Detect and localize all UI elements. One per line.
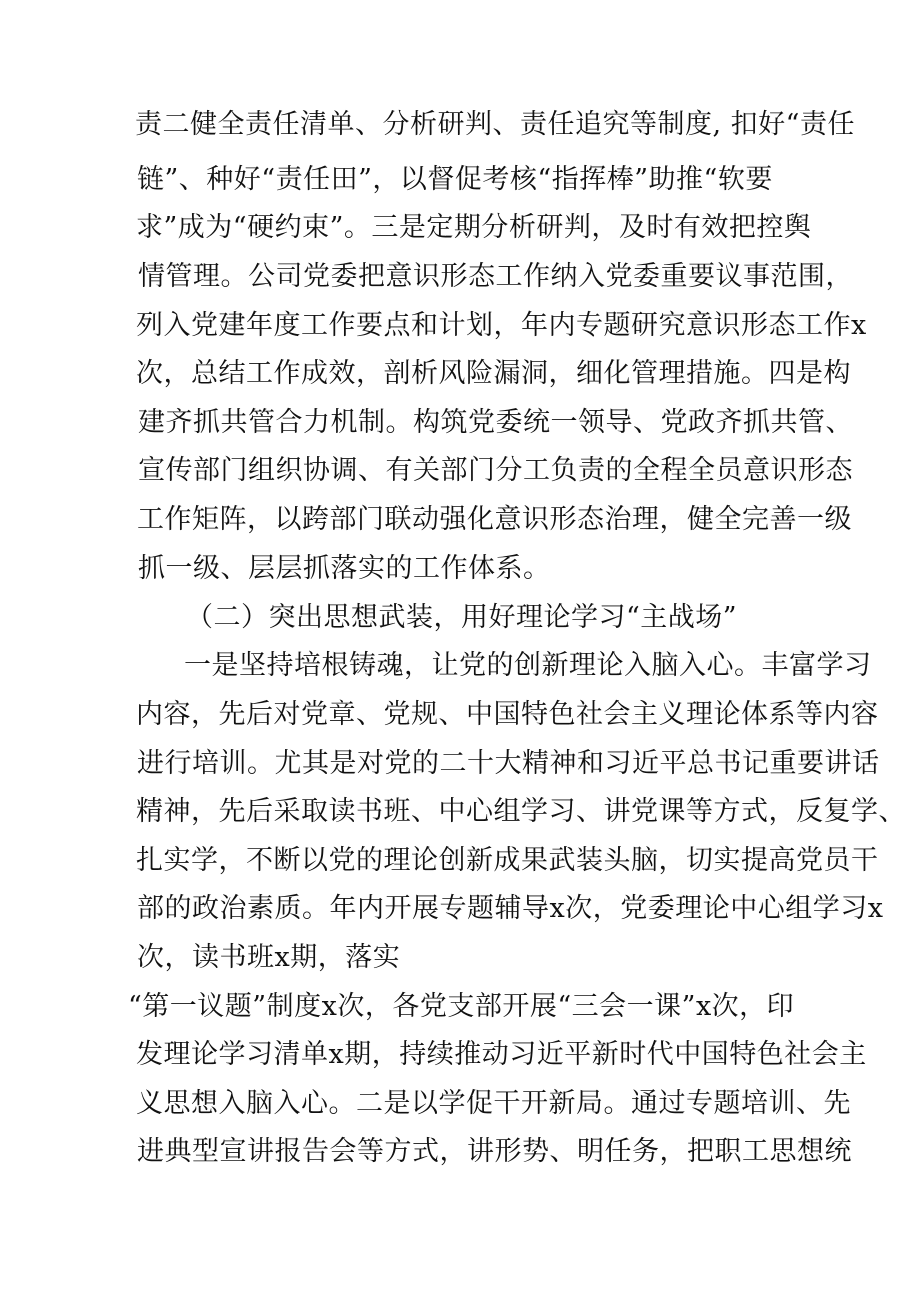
text-line: “第一议题”制度x次，各党支部开展“三会一课”x次，印 <box>128 991 795 1022</box>
section-heading: （二）突出思想武装，用好理论学习“主战场” <box>186 602 738 633</box>
text-line: 扎实学，不断以党的理论创新成果武装头脑，切实提高党员干 <box>136 845 879 876</box>
text-line: 链”、种好“责任田”，以督促考核“指挥棒”助推“软要 <box>137 164 773 195</box>
text-line: 精神，先后采取读书班、中心组学习、讲党课等方式，反复学、 <box>136 796 906 827</box>
text-line: 宣传部门组织协调、有关部门分工负责的全程全员意识形态 <box>138 455 853 486</box>
text-line: 一是坚持培根铸魂，让党的创新理论入脑入心。丰富学习 <box>184 650 872 681</box>
text-line: 建齐抓共管合力机制。构筑党委统一领导、党政齐抓共管、 <box>138 407 853 438</box>
text-line: 发理论学习清单x期，持续推动习近平新时代中国特色社会主 <box>136 1039 867 1070</box>
text-line: 次，总结工作成效，剖析风险漏洞，细化管理措施。四是构 <box>136 358 851 389</box>
text-line: 部的政治素质。年内开展专题辅导x次，党委理论中心组学习x <box>137 893 884 924</box>
text-line: 求”成为“硬约束”。三是定期分析研判，及时有效把控舆 <box>136 212 812 243</box>
text-line: 情管理。公司党委把意识形态工作纳入党委重要议事范围， <box>138 261 853 292</box>
text-line: 进典型宣讲报告会等方式，讲形势、明任务，把职工思想统 <box>137 1136 852 1167</box>
text-line: 次，读书班x期，落实 <box>137 942 401 973</box>
text-line: 抓一级、层层抓落实的工作体系。 <box>138 553 551 584</box>
text-line: 列入党建年度工作要点和计划，年内专题研究意识形态工作x <box>136 310 867 341</box>
text-line: 工作矩阵，以跨部门联动强化意识形态治理，健全完善一级 <box>137 504 852 535</box>
text-line: 责二健全责任清单、分析研判、责任追究等制度, 扣好“责任 <box>135 109 855 140</box>
text-line: 内容，先后对党章、党规、中国特色社会主义理论体系等内容 <box>136 699 879 730</box>
text-line: 进行培训。尤其是对党的二十大精神和习近平总书记重要讲话 <box>137 748 880 779</box>
text-line: 义思想入脑入心。二是以学促干开新局。通过专题培训、先 <box>136 1088 851 1119</box>
